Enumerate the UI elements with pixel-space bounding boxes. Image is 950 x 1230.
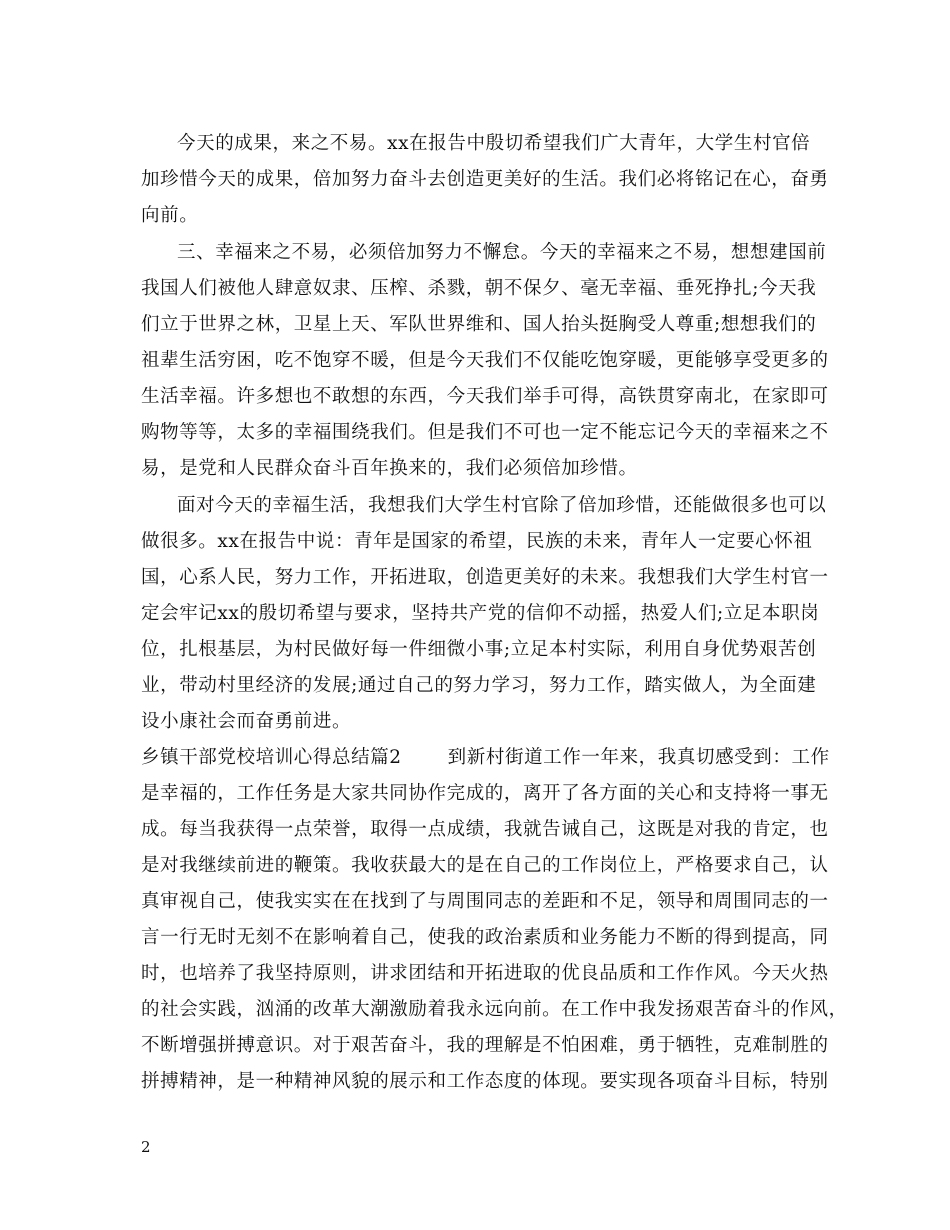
text-line: 真审视自己，使我实实在在找到了与周围同志的差距和不足，领导和周围同志的一 xyxy=(141,891,829,912)
text-line: 国，心系人民，努力工作，开拓进取，创造更美好的未来。我想我们大学生村官一 xyxy=(141,567,829,588)
text-line: 成。每当我获得一点荣誉，取得一点成绩，我就告诫自己，这既是对我的肯定，也 xyxy=(141,819,829,840)
text-line: 业，带动村里经济的发展;通过自己的努力学习，努力工作，踏实做人，为全面建 xyxy=(141,675,817,696)
text-line: 三、幸福来之不易，必须倍加努力不懈怠。今天的幸福来之不易，想想建国前 xyxy=(177,242,827,263)
text-line: 不断增强拼搏意识。对于艰苦奋斗，我的理解是不怕困难，勇于牺牲，克难制胜的 xyxy=(141,1035,829,1056)
text-line: 祖辈生活穷困，吃不饱穿不暖，但是今天我们不仅能吃饱穿暖，更能够享受更多的 xyxy=(141,350,829,371)
text-line: 加珍惜今天的成果，倍加努力奋斗去创造更美好的生活。我们必将铭记在心，奋勇 xyxy=(141,169,829,190)
text-line: 生活幸福。许多想也不敢想的东西，今天我们举手可得，高铁贯穿南北，在家即可 xyxy=(141,386,829,407)
text-line: 今天的成果，来之不易。xx在报告中殷切希望我们广大青年，大学生村官倍 xyxy=(177,133,811,154)
page-number: 2 xyxy=(141,1138,151,1156)
section-first-line: 到新村街道工作一年来，我真切感受到：工作 xyxy=(447,747,830,768)
text-line: 我国人们被他人肆意奴隶、压榨、杀戮，朝不保夕、毫无幸福、垂死挣扎;今天我 xyxy=(141,278,817,299)
text-line: 是对我继续前进的鞭策。我收获最大的是在自己的工作岗位上，严格要求自己，认 xyxy=(141,855,829,876)
text-line: 们立于世界之林，卫星上天、军队世界维和、国人抬头挺胸受人尊重;想想我们的 xyxy=(141,314,817,335)
text-line: 是幸福的，工作任务是大家共同协作完成的，离开了各方面的关心和支持将一事无 xyxy=(141,783,829,804)
section-heading: 乡镇干部党校培训心得总结篇2 xyxy=(141,747,402,768)
text-line: 的社会实践，汹涌的改革大潮激励着我永远向前。在工作中我发扬艰苦奋斗的作风， xyxy=(141,999,848,1020)
text-line: 设小康社会而奋勇前进。 xyxy=(141,711,352,732)
text-line: 面对今天的幸福生活，我想我们大学生村官除了倍加珍惜，还能做很多也可以 xyxy=(177,495,827,516)
text-line: 定会牢记xx的殷切希望与要求，坚持共产党的信仰不动摇，热爱人们;立足本职岗 xyxy=(141,603,820,624)
text-line: 拼搏精神，是一种精神风貌的展示和工作态度的体现。要实现各项奋斗目标，特别 xyxy=(141,1071,829,1092)
text-line: 言一行无时无刻不在影响着自己，使我的政治素质和业务能力不断的得到提高，同 xyxy=(141,927,829,948)
text-line: 向前。 xyxy=(141,205,199,226)
text-line: 做很多。xx在报告中说：青年是国家的希望，民族的未来，青年人一定要心怀祖 xyxy=(141,531,813,552)
text-line: 时，也培养了我坚持原则，讲求团结和开拓进取的优良品质和工作作风。今天火热 xyxy=(141,963,829,984)
text-line: 易，是党和人民群众奋斗百年换来的，我们必须倍加珍惜。 xyxy=(141,458,638,479)
text-line: 购物等等，太多的幸福围绕我们。但是我们不可也一定不能忘记今天的幸福来之不 xyxy=(141,422,829,443)
section-heading-line xyxy=(141,746,830,770)
text-line: 位，扎根基层，为村民做好每一件细微小事;立足本村实际，利用自身优势艰苦创 xyxy=(141,639,817,660)
